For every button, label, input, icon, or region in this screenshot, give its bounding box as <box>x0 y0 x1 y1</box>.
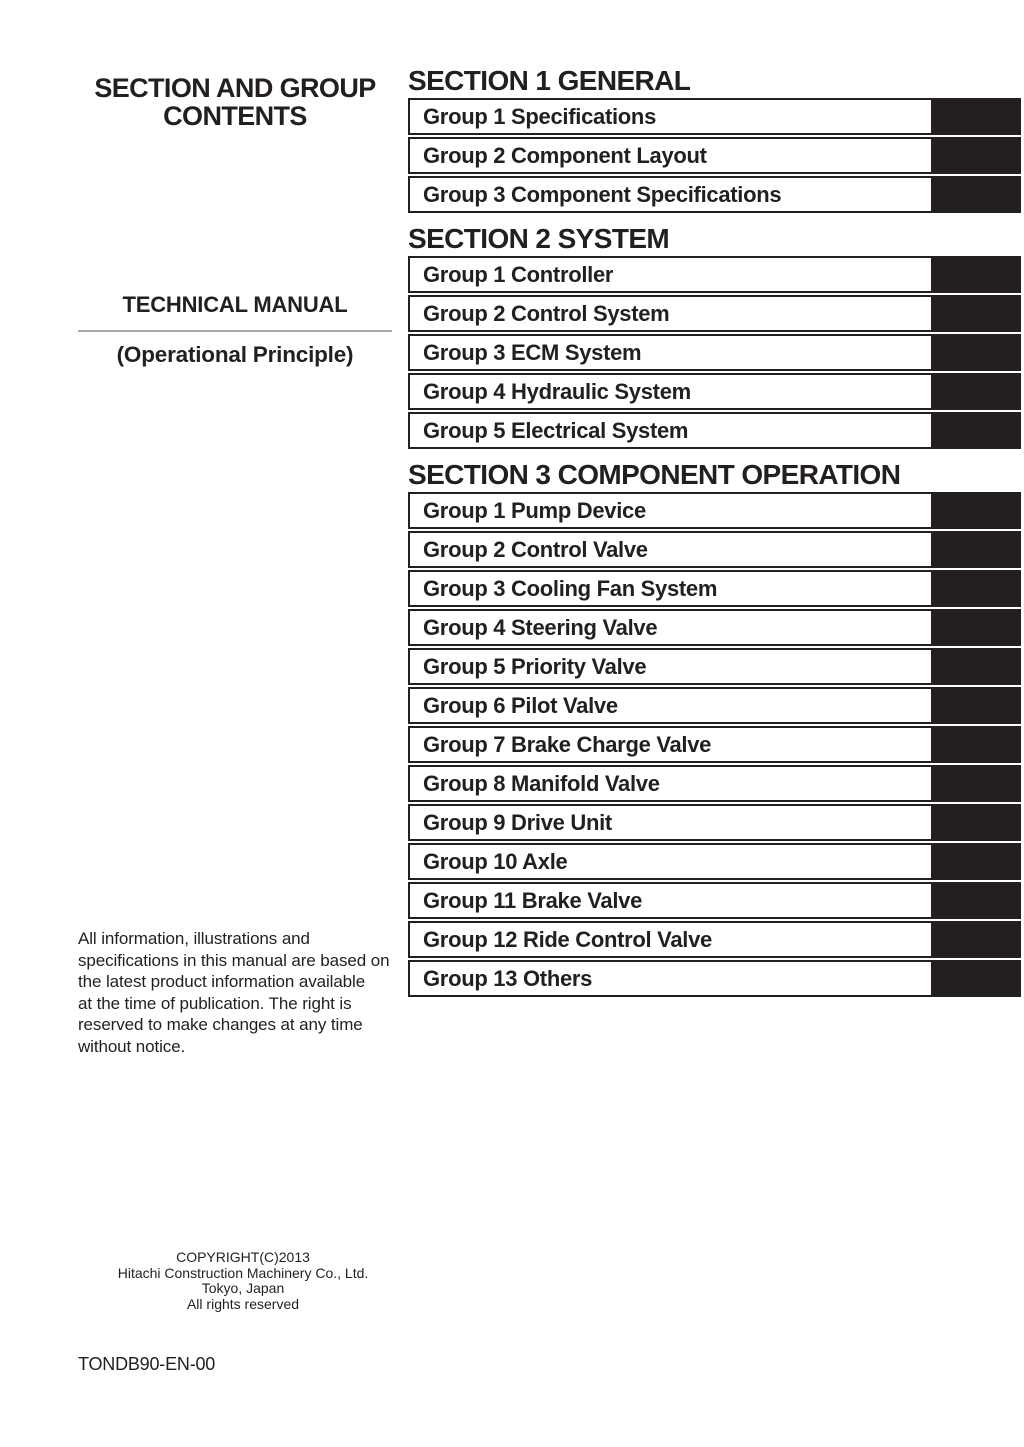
group-label: Group 6 Pilot Valve <box>408 687 933 724</box>
group-label: Group 3 Cooling Fan System <box>408 570 933 607</box>
copyright-line: COPYRIGHT(C)2013 <box>176 1249 310 1265</box>
toc-group-row <box>408 334 1021 371</box>
group-label: Group 1 Controller <box>408 256 933 293</box>
disclaimer-line: the latest product information available <box>78 972 366 991</box>
group-label: Group 4 Hydraulic System <box>408 373 933 410</box>
group-label: Group 9 Drive Unit <box>408 804 933 841</box>
group-label: Group 2 Control System <box>408 295 933 332</box>
page-edge-tab <box>933 804 1021 841</box>
page-edge-tab <box>933 137 1021 174</box>
group-label: Group 5 Priority Valve <box>408 648 933 685</box>
toc-group-row <box>408 570 1021 607</box>
page-edge-tab <box>933 882 1021 919</box>
toc-group-row <box>408 412 1021 449</box>
toc-group-row <box>408 609 1021 646</box>
disclaimer-line: reserved to make changes at any time <box>78 1015 363 1034</box>
page-edge-tab <box>933 960 1021 997</box>
page-edge-tab <box>933 921 1021 958</box>
group-label: Group 3 Component Specifications <box>408 176 933 213</box>
page-edge-tab <box>933 726 1021 763</box>
manual-title: TECHNICAL MANUAL <box>122 292 348 317</box>
toc-group-row <box>408 726 1021 763</box>
toc-group-row <box>408 137 1021 174</box>
section-title: SECTION 3 COMPONENT OPERATION <box>408 459 901 490</box>
left-column <box>78 0 392 1447</box>
manual-title-block <box>78 292 392 368</box>
page-edge-tab <box>933 609 1021 646</box>
group-label: Group 2 Control Valve <box>408 531 933 568</box>
group-label: Group 2 Component Layout <box>408 137 933 174</box>
page-edge-tab <box>933 531 1021 568</box>
divider-rule <box>78 330 392 332</box>
toc-group-row <box>408 882 1021 919</box>
toc-group-row <box>408 492 1021 529</box>
group-label: Group 8 Manifold Valve <box>408 765 933 802</box>
page-edge-tab <box>933 295 1021 332</box>
copyright-line: All rights reserved <box>186 1295 300 1312</box>
table-of-contents <box>408 64 1021 999</box>
page-edge-tab <box>933 373 1021 410</box>
toc-group-row <box>408 176 1021 213</box>
toc-group-row <box>408 648 1021 685</box>
disclaimer-line: without notice. <box>78 1036 186 1056</box>
toc-group-row <box>408 531 1021 568</box>
disclaimer-line: All information, illustrations and <box>78 929 310 948</box>
group-label: Group 11 Brake Valve <box>408 882 933 919</box>
page-edge-tab <box>933 687 1021 724</box>
toc-group-row <box>408 921 1021 958</box>
disclaimer-paragraph <box>78 928 389 1057</box>
toc-group-row <box>408 843 1021 880</box>
page-edge-tab <box>933 843 1021 880</box>
group-label: Group 13 Others <box>408 960 933 997</box>
page-edge-tab <box>933 412 1021 449</box>
section-title: SECTION 1 GENERAL <box>408 65 691 96</box>
page-edge-tab <box>933 765 1021 802</box>
toc-group-row <box>408 765 1021 802</box>
toc-group-row <box>408 256 1021 293</box>
toc-group-row <box>408 98 1021 135</box>
toc-group-row <box>408 373 1021 410</box>
copyright-line: Hitachi Construction Machinery Co., Ltd. <box>117 1264 369 1281</box>
document-code: TONDB90-EN-00 <box>78 1354 216 1374</box>
page-edge-tab <box>933 98 1021 135</box>
manual-subtitle: (Operational Principle) <box>116 342 354 367</box>
group-label: Group 12 Ride Control Valve <box>408 921 933 958</box>
group-label: Group 7 Brake Charge Valve <box>408 726 933 763</box>
page-title-line1: SECTION AND GROUP <box>94 73 376 103</box>
page-title <box>78 74 392 130</box>
page-edge-tab <box>933 334 1021 371</box>
disclaimer-line: specifications in this manual are based on <box>78 950 390 970</box>
page-edge-tab <box>933 492 1021 529</box>
group-label: Group 10 Axle <box>408 843 933 880</box>
page-edge-tab <box>933 176 1021 213</box>
group-label: Group 3 ECM System <box>408 334 933 371</box>
page-edge-tab <box>933 256 1021 293</box>
group-label: Group 1 Specifications <box>408 98 933 135</box>
toc-group-row <box>408 960 1021 997</box>
page-edge-tab <box>933 648 1021 685</box>
disclaimer-line: at the time of publication. The right is <box>78 993 352 1013</box>
group-label: Group 4 Steering Valve <box>408 609 933 646</box>
section-title: SECTION 2 SYSTEM <box>408 223 670 254</box>
page-edge-tab <box>933 570 1021 607</box>
toc-group-row <box>408 295 1021 332</box>
page-title-line2: CONTENTS <box>163 101 307 131</box>
toc-group-row <box>408 804 1021 841</box>
toc-group-row <box>408 687 1021 724</box>
group-label: Group 1 Pump Device <box>408 492 933 529</box>
group-label: Group 5 Electrical System <box>408 412 933 449</box>
copyright-line: Tokyo, Japan <box>201 1280 285 1296</box>
copyright-block <box>78 1250 408 1312</box>
